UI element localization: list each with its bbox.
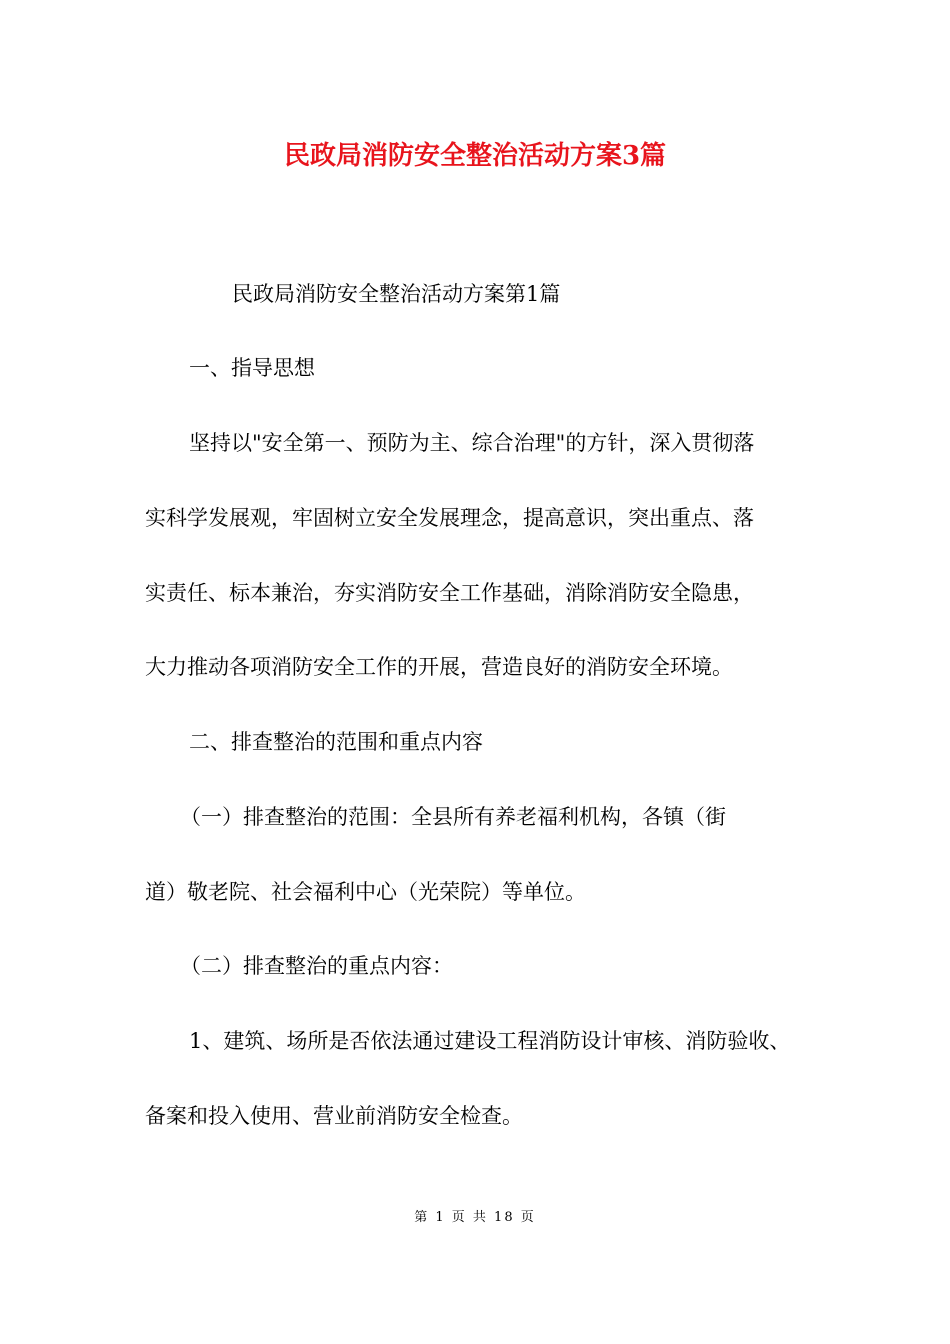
text-line: 道）敬老院、社会福利中心（光荣院）等单位。 bbox=[145, 880, 586, 904]
text-line: 大力推动各项消防安全工作的开展，营造良好的消防安全环境。 bbox=[145, 655, 733, 679]
page-title: 民政局消防安全整治活动方案3篇 bbox=[283, 141, 667, 171]
section-heading: 民政局消防安全整治活动方案第1篇 bbox=[232, 282, 561, 306]
text-line: （二）排查整治的重点内容： bbox=[180, 954, 453, 978]
page-number: 第 1 页 共 18 页 bbox=[414, 1210, 536, 1225]
text-line: 一、指导思想 bbox=[189, 356, 315, 380]
text-line: （一）排查整治的范围：全县所有养老福利机构，各镇（街 bbox=[180, 805, 726, 829]
text-line: 实责任、标本兼治，夯实消防安全工作基础，消除消防安全隐患， bbox=[145, 581, 754, 605]
text-line: 二、排查整治的范围和重点内容 bbox=[189, 730, 483, 754]
text-line: 实科学发展观，牢固树立安全发展理念，提高意识，突出重点、落 bbox=[145, 506, 754, 530]
text-line: 备案和投入使用、营业前消防安全检查。 bbox=[145, 1104, 523, 1128]
text-line: 1、建筑、场所是否依法通过建设工程消防设计审核、消防验收、 bbox=[189, 1029, 791, 1053]
text-line: 坚持以"安全第一、预防为主、综合治理"的方针，深入贯彻落 bbox=[189, 431, 755, 455]
